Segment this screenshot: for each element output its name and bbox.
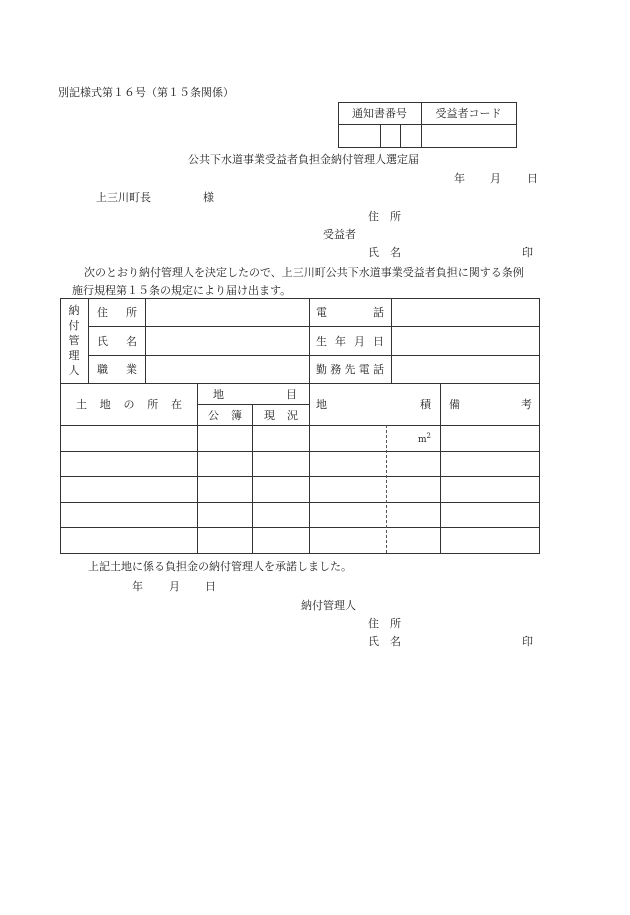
applicant-address-label: 住 所 — [368, 210, 401, 223]
body-text-line-2: 施行規程第１５条の規定により届け出ます。 — [72, 284, 292, 297]
land-row-location[interactable] — [61, 477, 197, 502]
land-area-header: 地 積 — [316, 398, 431, 411]
land-category-current-header: 現 況 — [264, 408, 298, 422]
manager-address-label: 住 所 — [97, 306, 137, 319]
manager-phone-field[interactable] — [392, 299, 539, 326]
manager-name-label: 氏 名 — [97, 334, 137, 348]
notice-number-field-2[interactable] — [381, 125, 400, 147]
body-text-line-1: 次のとおり納付管理人を決定したので、上三川町公共下水道事業受益者負担に関する条例 — [84, 266, 524, 279]
land-row-location[interactable] — [61, 528, 197, 553]
consent-manager-label: 納付管理人 — [301, 599, 356, 612]
manager-phone-label: 電 話 — [316, 306, 384, 319]
manager-work-phone-field[interactable] — [392, 356, 539, 383]
consent-date-year: 年 — [132, 580, 143, 593]
date-year: 年 — [454, 172, 465, 185]
land-notes-header: 備 考 — [449, 398, 532, 411]
applicant-role-label: 受益者 — [323, 228, 356, 241]
consent-address-label: 住 所 — [368, 617, 401, 630]
manager-vertical-label: 納 付 管 理 人 — [68, 304, 80, 377]
manager-birthdate-label: 生 年 月 日 — [316, 334, 384, 348]
notice-number-label: 通知書番号 — [352, 107, 407, 120]
consent-date-month: 月 — [169, 580, 180, 593]
manager-birthdate-field[interactable] — [392, 327, 539, 355]
consent-name-label: 氏 名 — [368, 635, 401, 648]
beneficiary-code-field[interactable] — [422, 125, 516, 147]
addressee-name: 上三川町長 — [96, 191, 151, 204]
manager-occupation-field[interactable] — [146, 356, 309, 383]
land-row-location[interactable] — [61, 426, 197, 451]
manager-address-field[interactable] — [146, 299, 309, 326]
land-category-registry-header: 公 簿 — [208, 408, 242, 422]
manager-name-field[interactable] — [146, 327, 309, 355]
form-number-header: 別記様式第１６号（第１５条関係） — [58, 86, 234, 99]
consent-date-day: 日 — [205, 580, 216, 593]
addressee-honorific: 様 — [203, 191, 214, 204]
applicant-name-label: 氏 名 — [368, 246, 401, 259]
manager-occupation-label: 職 業 — [97, 363, 137, 376]
consent-text: 上記土地に係る負担金の納付管理人を承諾しました。 — [88, 560, 352, 573]
notice-number-field-1[interactable] — [339, 125, 380, 147]
land-location-header: 土 地 の 所 在 — [76, 398, 182, 411]
land-category-header: 地 目 — [213, 387, 297, 401]
applicant-seal: 印 — [522, 246, 533, 259]
land-row-location[interactable] — [61, 452, 197, 476]
notice-number-field-3[interactable] — [401, 125, 421, 147]
date-day: 日 — [527, 172, 538, 185]
land-row-location[interactable] — [61, 503, 197, 527]
beneficiary-code-label: 受益者コード — [435, 107, 502, 120]
consent-seal: 印 — [522, 635, 533, 648]
manager-work-phone-label: 勤 務 先 電 話 — [316, 363, 384, 376]
form-title: 公共下水道事業受益者負担金納付管理人選定届 — [188, 153, 419, 166]
date-month: 月 — [490, 172, 501, 185]
area-unit: $m^2$ — [418, 432, 432, 445]
